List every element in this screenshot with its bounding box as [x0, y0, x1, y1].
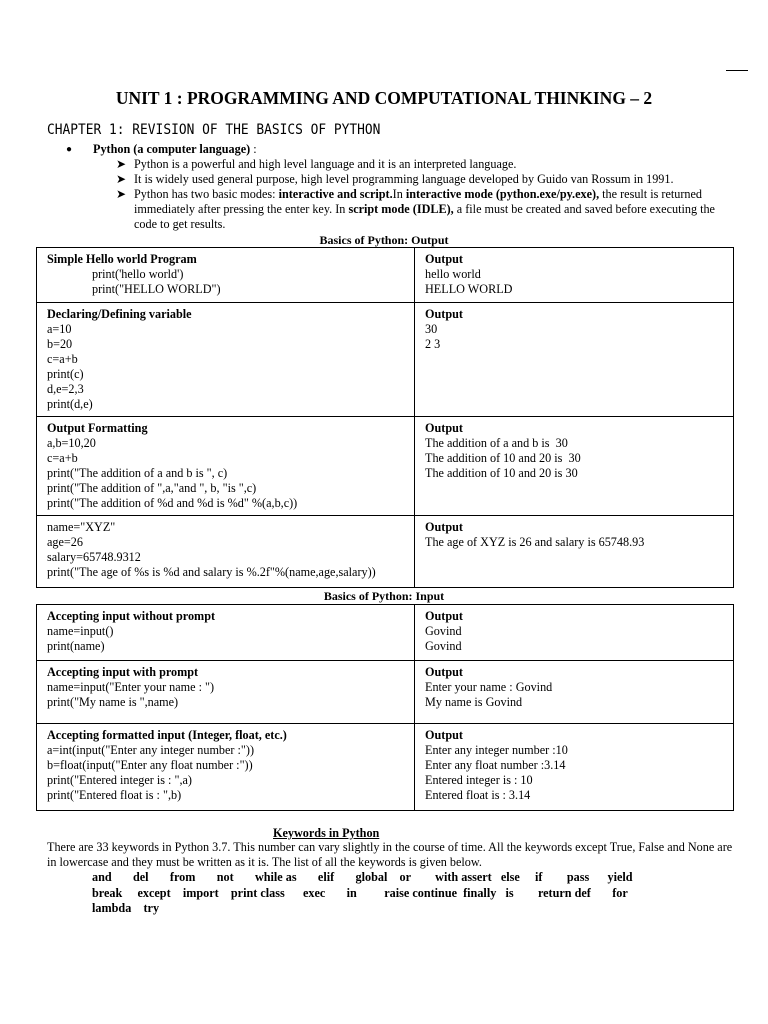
- code-line: age=26: [47, 535, 83, 549]
- cell-title: Accepting input with prompt: [47, 665, 199, 679]
- output-title: Output: [425, 609, 463, 623]
- arrow-bullet-icon: ➤: [116, 157, 127, 171]
- code-cell: [37, 417, 415, 516]
- output-cell: [415, 724, 734, 811]
- code-cell: [37, 303, 415, 417]
- output-table: [36, 247, 734, 588]
- output-title: Output: [425, 307, 463, 321]
- arrow-bullet-icon: ➤: [116, 172, 127, 186]
- table-row: [37, 516, 734, 588]
- code-line: print(d,e): [47, 397, 93, 411]
- output-line: Enter any integer number :10: [425, 743, 568, 757]
- code-line: a=int(input("Enter any integer number :")): [47, 743, 255, 757]
- output-cell: [415, 516, 734, 588]
- output-line: The addition of a and b is 30: [425, 436, 568, 450]
- code-line: name="XYZ": [47, 520, 116, 534]
- modes-text: Python has two basic modes: interactive and script.In interactive mode (python.exe/py.exe), the result is returned immediately after pressing the enter key. In script mode (IDLE), a file must be created and saved before executing the code to get results.: [134, 187, 715, 231]
- code-line: print(c): [47, 367, 84, 381]
- code-line: print("The addition of a and b is ", c): [47, 466, 228, 480]
- keywords-heading: Keywords in Python: [273, 826, 380, 840]
- code-line: name=input(): [47, 624, 114, 638]
- output-line: The addition of 10 and 20 is 30: [425, 451, 581, 465]
- keywords-line: and del from not while as elif global or with assert else if pass yield: [92, 870, 633, 884]
- code-line: print("HELLO WORLD"): [92, 282, 221, 296]
- table-row: [37, 417, 734, 516]
- output-title: Output: [425, 665, 463, 679]
- list-item: [116, 187, 734, 232]
- cell-title: Simple Hello world Program: [47, 252, 197, 266]
- code-line: a=10: [47, 322, 72, 336]
- code-line: print("Entered float is : ",b): [47, 788, 182, 802]
- bullet-suffix: :: [250, 142, 257, 156]
- unit-title: UNIT 1 : PROGRAMMING AND COMPUTATIONAL THINKING – 2: [115, 88, 653, 108]
- output-cell: [415, 417, 734, 516]
- output-line: HELLO WORLD: [425, 282, 513, 296]
- intro-section: [64, 142, 734, 232]
- bullet-dot-icon: ●: [66, 144, 73, 155]
- table-row: [37, 724, 734, 811]
- output-line: 2 3: [425, 337, 441, 351]
- output-line: Entered integer is : 10: [425, 773, 533, 787]
- output-line: Govind: [425, 624, 462, 638]
- keywords-line: lambda try: [92, 901, 160, 915]
- table-row: [37, 248, 734, 303]
- list-item: [116, 157, 734, 172]
- output-line: hello world: [425, 267, 481, 281]
- output-line: My name is Govind: [425, 695, 523, 709]
- output-cell: [415, 248, 734, 303]
- code-cell: [37, 605, 415, 661]
- top-rule: [726, 70, 748, 71]
- code-cell: [37, 248, 415, 303]
- list-item: [116, 172, 734, 187]
- output-line: Enter your name : Govind: [425, 680, 553, 694]
- code-line: print('hello world'): [92, 267, 184, 281]
- output-line: The addition of 10 and 20 is 30: [425, 466, 578, 480]
- table-row: [37, 661, 734, 724]
- cell-title: Output Formatting: [47, 421, 148, 435]
- code-line: salary=65748.9312: [47, 550, 141, 564]
- code-cell: [37, 724, 415, 811]
- output-title: Output: [425, 520, 463, 534]
- code-line: print("The addition of %d and %d is %d" %(a,b,c)): [47, 496, 298, 510]
- input-section-caption: Basics of Python: Input: [323, 589, 445, 603]
- cell-title: Accepting input without prompt: [47, 609, 216, 623]
- code-line: c=a+b: [47, 352, 78, 366]
- point-text: It is widely used general purpose, high level programming language developed by Guido van Rossum in 1991.: [134, 172, 674, 186]
- chapter-title: CHAPTER 1: REVISION OF THE BASICS OF PYTHON: [47, 122, 381, 138]
- output-title: Output: [425, 421, 463, 435]
- output-cell: [415, 303, 734, 417]
- output-line: Entered float is : 3.14: [425, 788, 531, 802]
- code-line: a,b=10,20: [47, 436, 96, 450]
- code-cell: [37, 661, 415, 724]
- bullet-label: Python (a computer language): [93, 142, 251, 156]
- table-row: [37, 303, 734, 417]
- keywords-line: break except import print class exec in raise continue finally is return def for: [92, 885, 628, 900]
- code-line: name=input("Enter your name : "): [47, 680, 215, 694]
- code-line: d,e=2,3: [47, 382, 84, 396]
- code-line: b=float(input("Enter any float number :")): [47, 758, 253, 772]
- code-line: print("The age of %s is %d and salary is %.2f"%(name,age,salary)): [47, 565, 376, 579]
- output-title: Output: [425, 728, 463, 742]
- output-title: Output: [425, 252, 463, 266]
- cell-title: Declaring/Defining variable: [47, 307, 192, 321]
- table-row: [37, 605, 734, 661]
- code-line: b=20: [47, 337, 73, 351]
- intro-bullet: [64, 142, 734, 157]
- point-text: Python is a powerful and high level language and it is an interpreted language.: [134, 157, 517, 171]
- code-line: print("The addition of ",a,"and ", b, "is ",c): [47, 481, 257, 495]
- output-section-caption: Basics of Python: Output: [319, 233, 449, 247]
- output-line: Govind: [425, 639, 462, 653]
- output-line: Enter any float number :3.14: [425, 758, 566, 772]
- cell-title: Accepting formatted input (Integer, float, etc.): [47, 728, 287, 742]
- output-cell: [415, 605, 734, 661]
- keywords-list: [92, 870, 633, 917]
- code-line: print("My name is ",name): [47, 695, 179, 709]
- input-table: [36, 604, 734, 811]
- code-line: c=a+b: [47, 451, 78, 465]
- code-line: print(name): [47, 639, 105, 653]
- output-line: 30: [425, 322, 438, 336]
- keywords-paragraph: There are 33 keywords in Python 3.7. This number can vary slightly in the course of time. All the keywords except True, False and None are in lowercase and they must be written as it is. The list of all the keywords is given below.: [47, 840, 733, 869]
- intro-points: [116, 157, 734, 232]
- output-line: The age of XYZ is 26 and salary is 65748.93: [425, 535, 645, 549]
- arrow-bullet-icon: ➤: [116, 187, 127, 201]
- output-cell: [415, 661, 734, 724]
- code-line: print("Entered integer is : ",a): [47, 773, 192, 787]
- code-cell: [37, 516, 415, 588]
